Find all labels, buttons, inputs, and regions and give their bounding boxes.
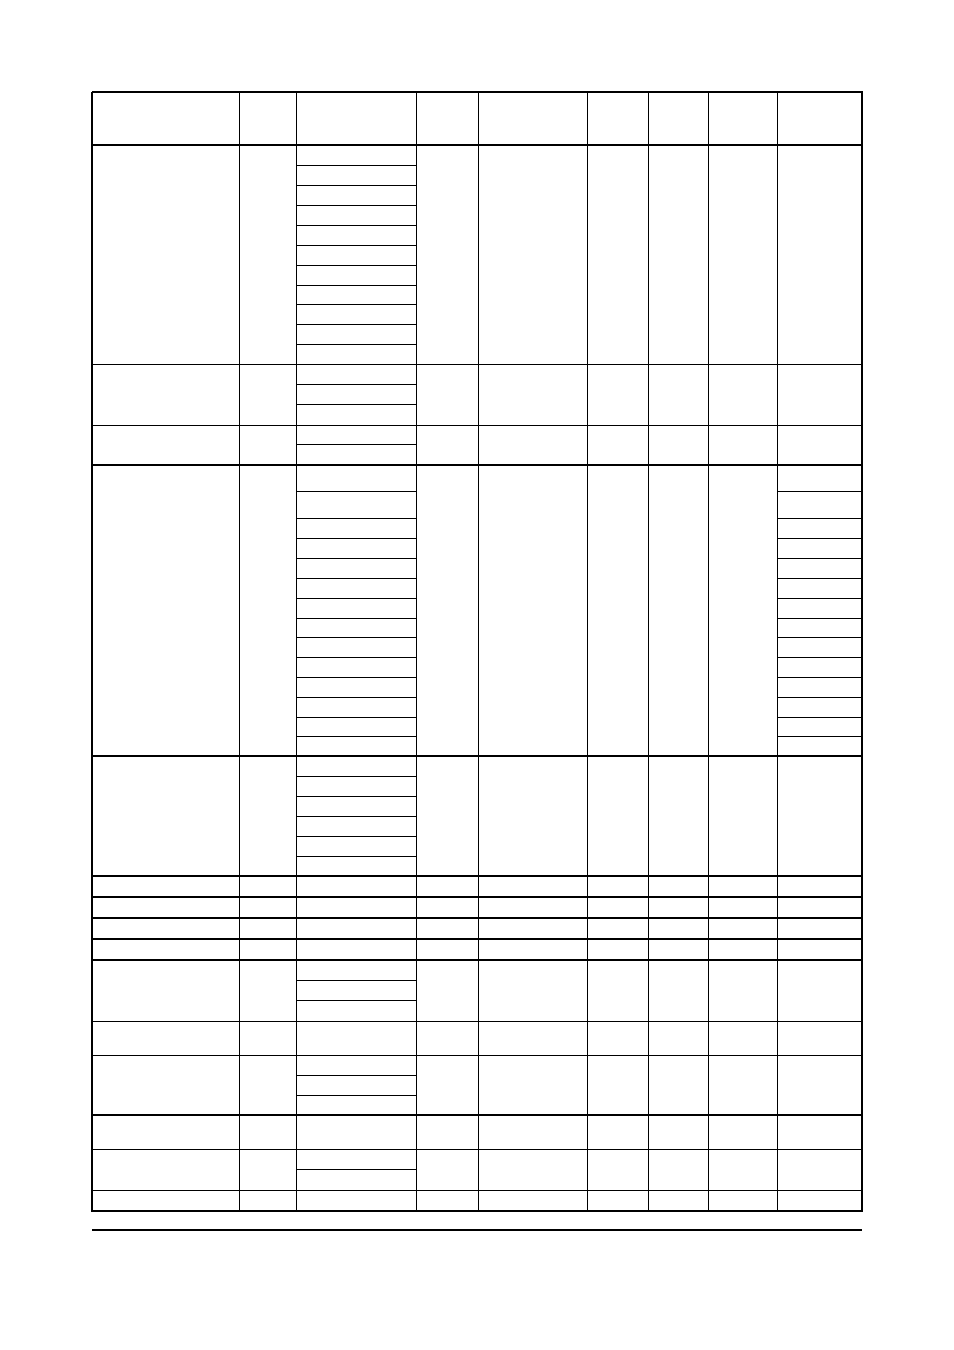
sub-row-rule: [296, 205, 416, 206]
sub-row-rule: [296, 1095, 416, 1096]
sub-row-rule: [296, 736, 416, 737]
sub-row-rule: [296, 697, 416, 698]
sub-row-rule: [296, 558, 416, 559]
footer-rule: [92, 1229, 862, 1231]
sub-row-rule: [296, 717, 416, 718]
sub-row-rule: [296, 836, 416, 837]
sub-row-rule: [777, 677, 862, 678]
sub-row-rule: [777, 598, 862, 599]
sub-row-rule: [296, 980, 416, 981]
group-separator: [92, 1021, 862, 1022]
sub-row-rule: [777, 578, 862, 579]
sub-row-rule: [296, 304, 416, 305]
table-left-border: [91, 92, 93, 1212]
sub-row-rule: [777, 637, 862, 638]
sub-row-rule: [296, 1075, 416, 1076]
column-rule: [708, 92, 709, 1211]
sub-row-rule: [777, 697, 862, 698]
sub-row-rule: [296, 265, 416, 266]
sub-row-rule: [296, 444, 416, 445]
group-separator: [92, 875, 862, 877]
group-separator: [92, 917, 862, 919]
group-separator: [92, 464, 862, 466]
sub-row-rule: [296, 165, 416, 166]
sub-row-rule: [777, 657, 862, 658]
sub-row-rule: [296, 491, 416, 492]
group-separator: [92, 1190, 862, 1191]
sub-row-rule: [296, 538, 416, 539]
sub-row-rule: [296, 404, 416, 405]
sub-row-rule: [296, 245, 416, 246]
group-separator: [92, 1114, 862, 1116]
sub-row-rule: [777, 558, 862, 559]
sub-row-rule: [296, 225, 416, 226]
column-rule: [587, 92, 588, 1211]
column-rule: [478, 92, 479, 1211]
sub-row-rule: [296, 856, 416, 857]
group-separator: [92, 896, 862, 898]
sub-row-rule: [296, 344, 416, 345]
group-separator: [92, 938, 862, 940]
sub-row-rule: [296, 618, 416, 619]
sub-row-rule: [296, 324, 416, 325]
group-separator: [92, 755, 862, 757]
sub-row-rule: [296, 384, 416, 385]
sub-row-rule: [296, 776, 416, 777]
sub-row-rule: [777, 736, 862, 737]
group-separator: [92, 364, 862, 365]
group-separator: [92, 1055, 862, 1056]
column-rule: [296, 92, 297, 1211]
sub-row-rule: [777, 618, 862, 619]
group-separator: [92, 144, 862, 146]
sub-row-rule: [296, 657, 416, 658]
group-separator: [92, 425, 862, 426]
sub-row-rule: [296, 677, 416, 678]
sub-row-rule: [777, 491, 862, 492]
sub-row-rule: [296, 637, 416, 638]
column-rule: [416, 92, 417, 1211]
sub-row-rule: [777, 717, 862, 718]
sub-row-rule: [296, 1169, 416, 1170]
group-separator: [92, 1149, 862, 1150]
column-rule: [777, 92, 778, 1211]
table-right-border: [861, 92, 863, 1212]
sub-row-rule: [296, 796, 416, 797]
sub-row-rule: [296, 816, 416, 817]
column-rule: [239, 92, 240, 1211]
group-separator: [92, 959, 862, 961]
sub-row-rule: [296, 518, 416, 519]
sub-row-rule: [296, 185, 416, 186]
sub-row-rule: [296, 598, 416, 599]
column-rule: [648, 92, 649, 1211]
sub-row-rule: [777, 518, 862, 519]
sub-row-rule: [296, 578, 416, 579]
sub-row-rule: [777, 538, 862, 539]
sub-row-rule: [296, 285, 416, 286]
sub-row-rule: [296, 1000, 416, 1001]
